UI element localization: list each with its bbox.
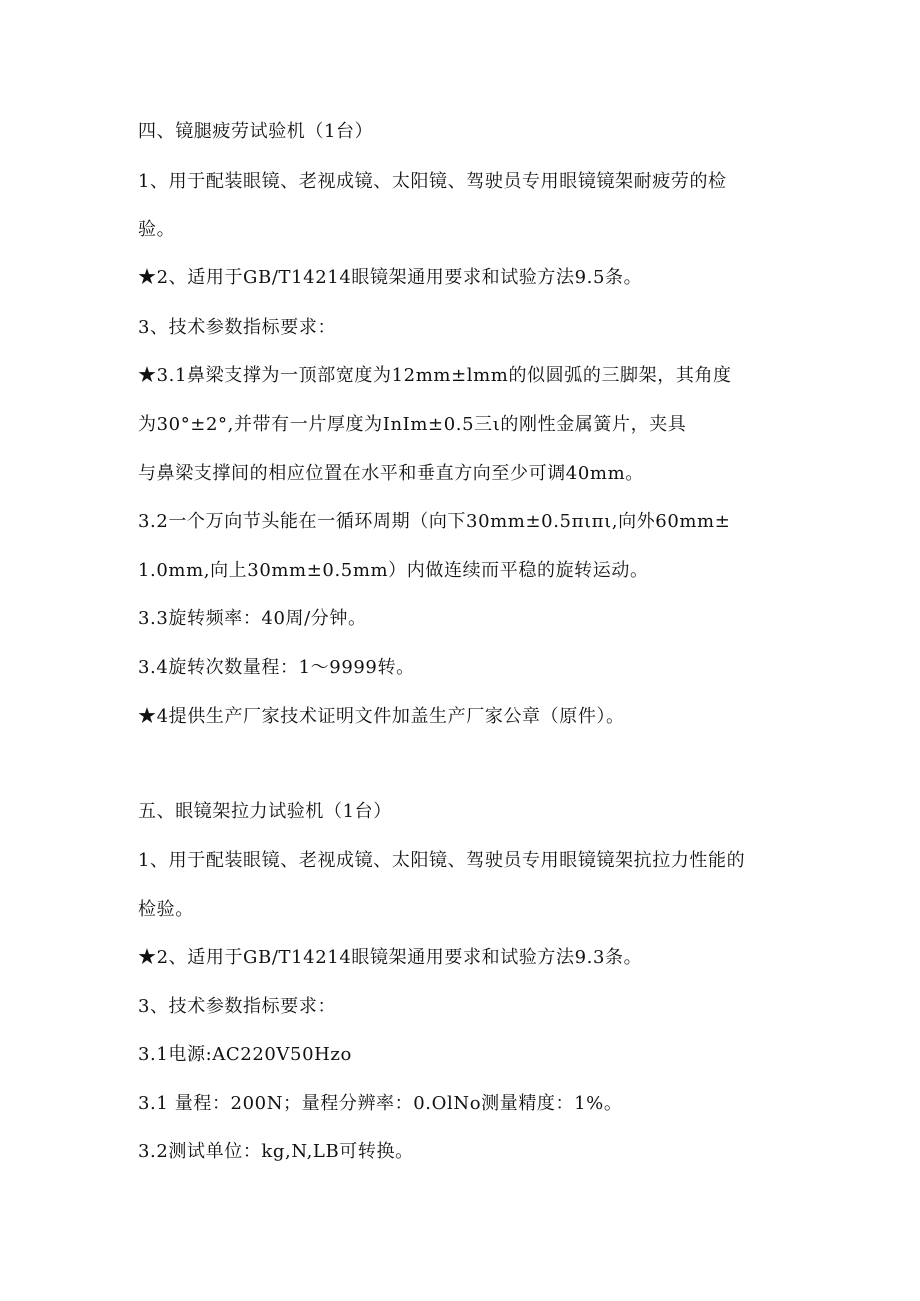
section-5-item-1-line-2: 检验。 (138, 899, 194, 920)
section-5-item-1-line-1: 1、用于配装眼镜、老视成镜、太阳镜、驾驶员专用眼镜镜架抗拉力性能的 (138, 850, 746, 871)
section-4-item-3-1-line-3: 与鼻梁支撑间的相应位置在水平和垂直方向至少可调40mm。 (138, 463, 644, 484)
section-4-item-3: 3、技术参数指标要求： (138, 317, 337, 338)
section-4-item-3-1-line-1: ★3.1鼻梁支撑为一顶部宽度为12mm±lmm的似圆弧的三脚架，其角度 (138, 365, 732, 386)
section-5-item-3-1-power: 3.1电源:AC220V50Hzo (138, 1044, 352, 1065)
section-4-item-3-3: 3.3旋转频率：40周/分钟。 (138, 608, 367, 629)
section-5-item-3: 3、技术参数指标要求： (138, 996, 337, 1017)
section-4-item-3-4: 3.4旋转次数量程：1～9999转。 (138, 657, 415, 678)
section-5-title: 五、眼镜架拉力试验机（1台） (138, 801, 392, 822)
section-4-item-1-line-1: 1、用于配装眼镜、老视成镜、太阳镜、驾驶员专用眼镜镜架耐疲劳的检 (138, 171, 727, 192)
section-4-item-4: ★4提供生产厂家技术证明文件加盖生产厂家公章（原件）。 (138, 706, 625, 727)
section-4-title: 四、镜腿疲劳试验机（1台） (138, 121, 374, 142)
section-4-item-3-2-line-2: 1.0mm,向上30mm±0.5mm）内做连续而平稳的旋转运动。 (138, 560, 649, 581)
section-5-item-3-1-range: 3.1 量程：200N；量程分辨率：0.OlNo测量精度：1%。 (138, 1093, 623, 1114)
section-4-item-1-line-2: 验。 (138, 219, 176, 240)
section-5-item-2: ★2、适用于GB/T14214眼镜架通用要求和试验方法9.3条。 (138, 947, 643, 968)
section-4-item-3-2-line-1: 3.2一个万向节头能在一循环周期（向下30mm±0.5πιπι,向外60mm± (138, 511, 731, 532)
section-4-item-2: ★2、适用于GB/T14214眼镜架通用要求和试验方法9.5条。 (138, 267, 643, 288)
section-4-item-3-1-line-2: 为30°±2°,并带有一片厚度为InIm±0.5三ι的刚性金属簧片，夹具 (138, 414, 687, 435)
section-5-item-3-2: 3.2测试单位：kg,N,LB可转换。 (138, 1141, 414, 1162)
